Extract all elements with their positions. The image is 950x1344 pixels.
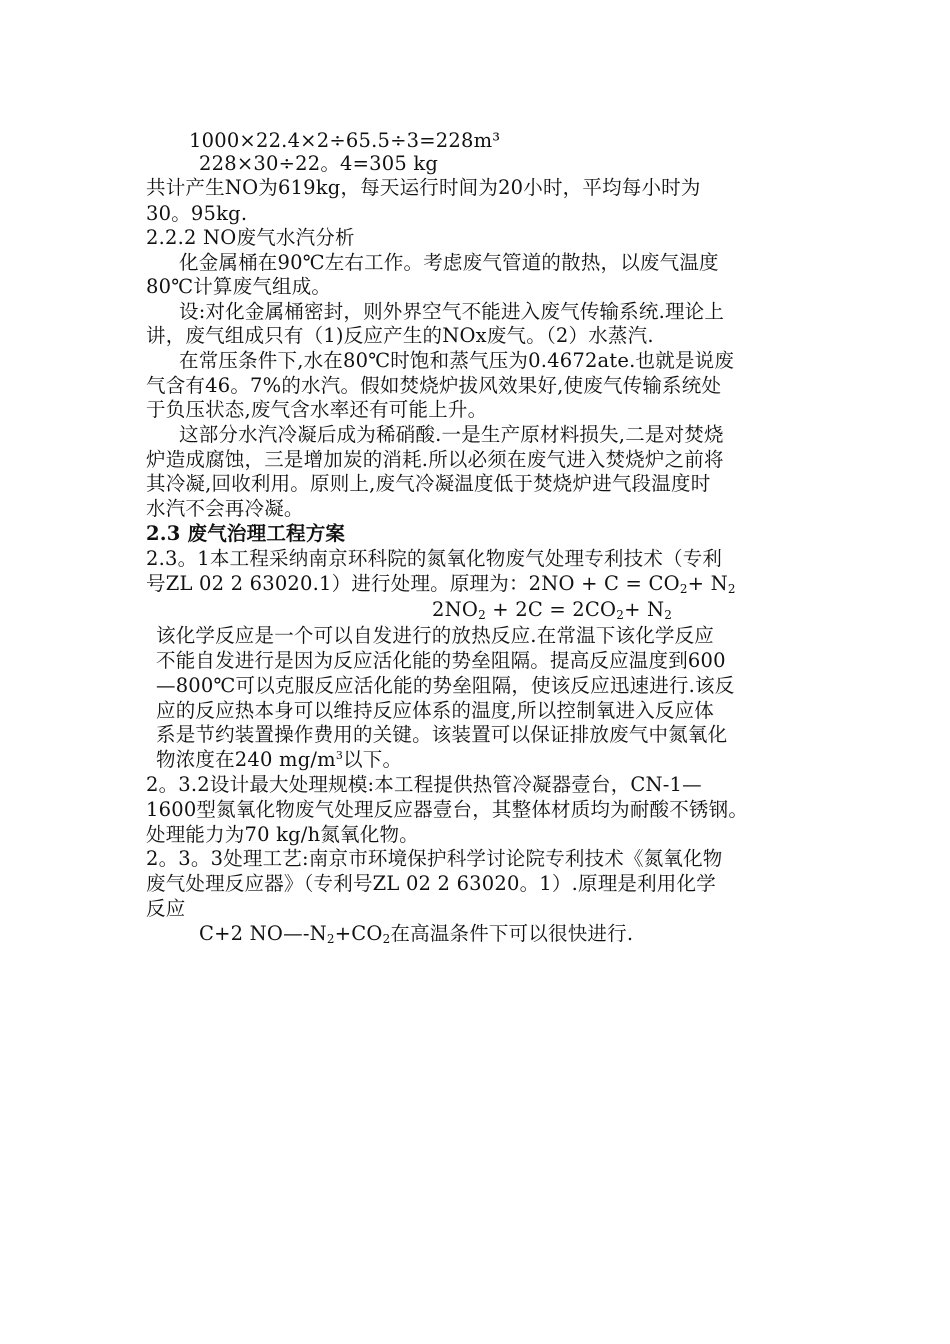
paragraph-line: 气含有46。7%的水汽。假如焚烧炉拔风效果好,使废气传输系统处 bbox=[146, 374, 722, 397]
paragraph-line: 反应 bbox=[146, 897, 186, 920]
calc-line-volume: 1000×22.4×2÷65.5÷3=228m³ bbox=[189, 129, 501, 152]
paragraph-line: 炉造成腐蚀，三是增加炭的消耗.所以必须在废气进入焚烧炉之前将 bbox=[146, 448, 724, 471]
paragraph-line: 其冷凝,回收利用。原则上,废气冷凝温度低于焚烧炉进气段温度时 bbox=[146, 472, 711, 495]
paragraph-line: 1600型氮氧化物废气处理反应器壹台，其整体材质均为耐酸不锈钢。 bbox=[146, 798, 749, 821]
reaction-equation-3: C+2 $NO—-N_2+CO_2$在高温条件下可以很快进行. bbox=[199, 922, 634, 946]
paragraph-line: 2.3。1本工程采纳南京环科院的氮氧化物废气处理专利技术（专利 bbox=[146, 547, 723, 570]
paragraph-line: 设:对化金属桶密封，则外界空气不能进入废气传输系统.理论上 bbox=[179, 300, 725, 323]
reaction-equation-2: $2NO_2 + 2C = 2CO_2+ N_2$ bbox=[432, 598, 673, 622]
paragraph-line: 共计产生NO为619kg，每天运行时间为20小时，平均每小时为 bbox=[146, 176, 701, 199]
paragraph-line: 物浓度在240 $mg/m^3$以下。 bbox=[156, 748, 403, 771]
paragraph-line: 该化学反应是一个可以自发进行的放热反应.在常温下该化学反应 bbox=[156, 624, 714, 647]
section-heading-2-3: 2.3 废气治理工程方案 bbox=[146, 522, 346, 545]
paragraph-line: 2。3.2设计最大处理规模:本工程提供热管冷凝器壹台，CN-1— bbox=[146, 773, 702, 796]
reaction-equation-1: 号ZL 02 2 63020.1）进行处理。原理为：$2NO + C = CO_2+ N_2$ bbox=[146, 572, 736, 596]
calc-line-mass: 228×30÷22。4=305 kg bbox=[199, 152, 439, 175]
paragraph-line: 系是节约装置操作费用的关键。该装置可以保证排放废气中氮氧化 bbox=[156, 723, 728, 746]
paragraph-line: 不能自发进行是因为反应活化能的势垒阻隔。提高反应温度到600 bbox=[156, 649, 726, 672]
paragraph-line: 化金属桶在90℃左右工作。考虑废气管道的散热，以废气温度 bbox=[179, 251, 719, 274]
section-heading-2-2-2: 2.2.2 NO废气水汽分析 bbox=[146, 226, 355, 249]
paragraph-line: 废气处理反应器》（专利号ZL 02 2 63020。1）.原理是利用化学 bbox=[146, 872, 716, 895]
paragraph-line: 处理能力为70 kg/h氮氧化物。 bbox=[146, 823, 419, 846]
paragraph-line: 应的反应热本身可以维持反应体系的温度,所以控制氧进入反应体 bbox=[156, 699, 714, 722]
paragraph-line: 于负压状态,废气含水率还有可能上升。 bbox=[146, 398, 488, 421]
paragraph-line: 水汽不会再冷凝。 bbox=[146, 497, 304, 520]
paragraph-line: —800℃可以克服反应活化能的势垒阻隔，使该反应迅速进行.该反 bbox=[156, 674, 735, 697]
paragraph-line: 讲，废气组成只有（1)反应产生的NOx废气。（2）水蒸汽. bbox=[146, 324, 654, 347]
paragraph-line: 这部分水汽冷凝后成为稀硝酸.一是生产原材料损失,二是对焚烧 bbox=[179, 423, 724, 446]
paragraph-line: 2。3。3处理工艺:南京市环境保护科学讨论院专利技术《氮氧化物 bbox=[146, 847, 723, 870]
paragraph-line: 30。95kg. bbox=[146, 202, 248, 225]
paragraph-line: 在常压条件下,水在80℃时饱和蒸气压为0.4672ate.也就是说废 bbox=[179, 349, 735, 372]
paragraph-line: 80℃计算废气组成。 bbox=[146, 275, 332, 298]
